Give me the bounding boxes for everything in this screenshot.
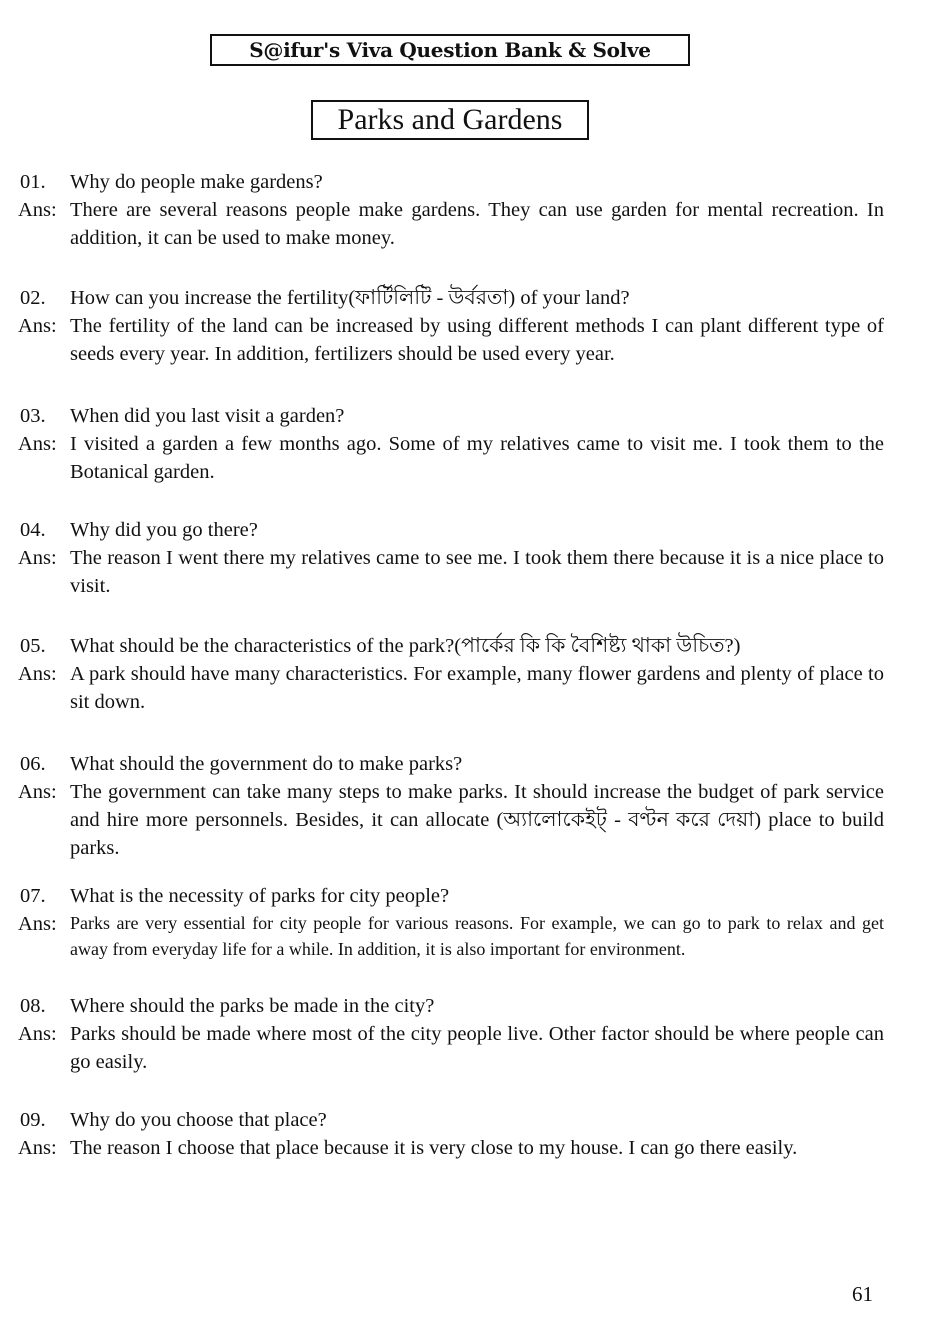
question-number: 05. bbox=[20, 635, 46, 657]
question-text: What should be the characteristics of the park?(পার্কের কি কি বৈশিষ্ট্য থাকা উচিত?) bbox=[70, 635, 741, 657]
question-number: 03. bbox=[20, 405, 46, 427]
qa-item bbox=[18, 632, 884, 716]
answer-text: A park should have many characteristics. For example, many flower gardens and plenty of place to sit down. bbox=[70, 663, 884, 713]
answer-text: There are several reasons people make gardens. They can use garden for mental recreation. In addition, it can be used to make money. bbox=[70, 199, 884, 249]
question-number: 04. bbox=[20, 519, 46, 541]
answer-label: Ans: bbox=[18, 433, 57, 455]
answer-label: Ans: bbox=[18, 781, 57, 803]
answer-label: Ans: bbox=[18, 913, 57, 935]
question-number: 06. bbox=[20, 753, 46, 775]
qa-item bbox=[18, 882, 884, 962]
question-number: 07. bbox=[20, 885, 46, 907]
qa-item bbox=[18, 1106, 884, 1162]
answer-text: Parks should be made where most of the city people live. Other factor should be where people can go easily. bbox=[70, 1023, 884, 1073]
answer-text: The government can take many steps to make parks. It should increase the budget of park service and hire more personnels. Besides, it can allocate (অ্যালোকেইট্ - বণ্টন করে দেয়া) place to build parks. bbox=[70, 781, 884, 859]
answer-label: Ans: bbox=[18, 663, 57, 685]
answer-text: The reason I choose that place because it is very close to my house. I can go there easily. bbox=[70, 1137, 798, 1159]
answer-text: I visited a garden a few months ago. Some of my relatives came to visit me. I took them to the Botanical garden. bbox=[70, 433, 884, 483]
question-text: What should the government do to make parks? bbox=[70, 753, 463, 775]
qa-item bbox=[18, 402, 884, 486]
question-text: When did you last visit a garden? bbox=[70, 405, 345, 427]
page-title: Parks and Gardens bbox=[311, 100, 589, 140]
question-text: What is the necessity of parks for city people? bbox=[70, 885, 450, 907]
answer-label: Ans: bbox=[18, 1137, 57, 1159]
answer-label: Ans: bbox=[18, 547, 57, 569]
qa-item bbox=[18, 284, 884, 368]
answer-text: Parks are very essential for city people for various reasons. For example, we can go to park to relax and get away from everyday life for a while. In addition, it is also important for environment. bbox=[70, 913, 884, 959]
answer-label: Ans: bbox=[18, 1023, 57, 1045]
answer-text: The reason I went there my relatives came to see me. I took them there because it is a nice place to visit. bbox=[70, 547, 884, 597]
question-text: Why do you choose that place? bbox=[70, 1109, 327, 1131]
question-text: Where should the parks be made in the city? bbox=[70, 995, 435, 1017]
question-text: How can you increase the fertility(ফার্টিলিটি - উর্বরতা) of your land? bbox=[70, 287, 630, 309]
answer-label: Ans: bbox=[18, 199, 57, 221]
qa-item bbox=[18, 168, 884, 252]
question-number: 08. bbox=[20, 995, 46, 1017]
answer-text: The fertility of the land can be increased by using different methods I can plant different type of seeds every year. In addition, fertilizers should be used every year. bbox=[70, 315, 884, 365]
answer-label: Ans: bbox=[18, 315, 57, 337]
page-number: 61 bbox=[852, 1282, 873, 1306]
question-text: Why did you go there? bbox=[70, 519, 258, 541]
question-number: 09. bbox=[20, 1109, 46, 1131]
question-number: 01. bbox=[20, 171, 46, 193]
qa-item bbox=[18, 750, 884, 862]
qa-item bbox=[18, 992, 884, 1076]
header-title: S@ifur's Viva Question Bank & Solve bbox=[210, 34, 690, 66]
qa-item bbox=[18, 516, 884, 600]
question-number: 02. bbox=[20, 287, 46, 309]
question-text: Why do people make gardens? bbox=[70, 171, 323, 193]
